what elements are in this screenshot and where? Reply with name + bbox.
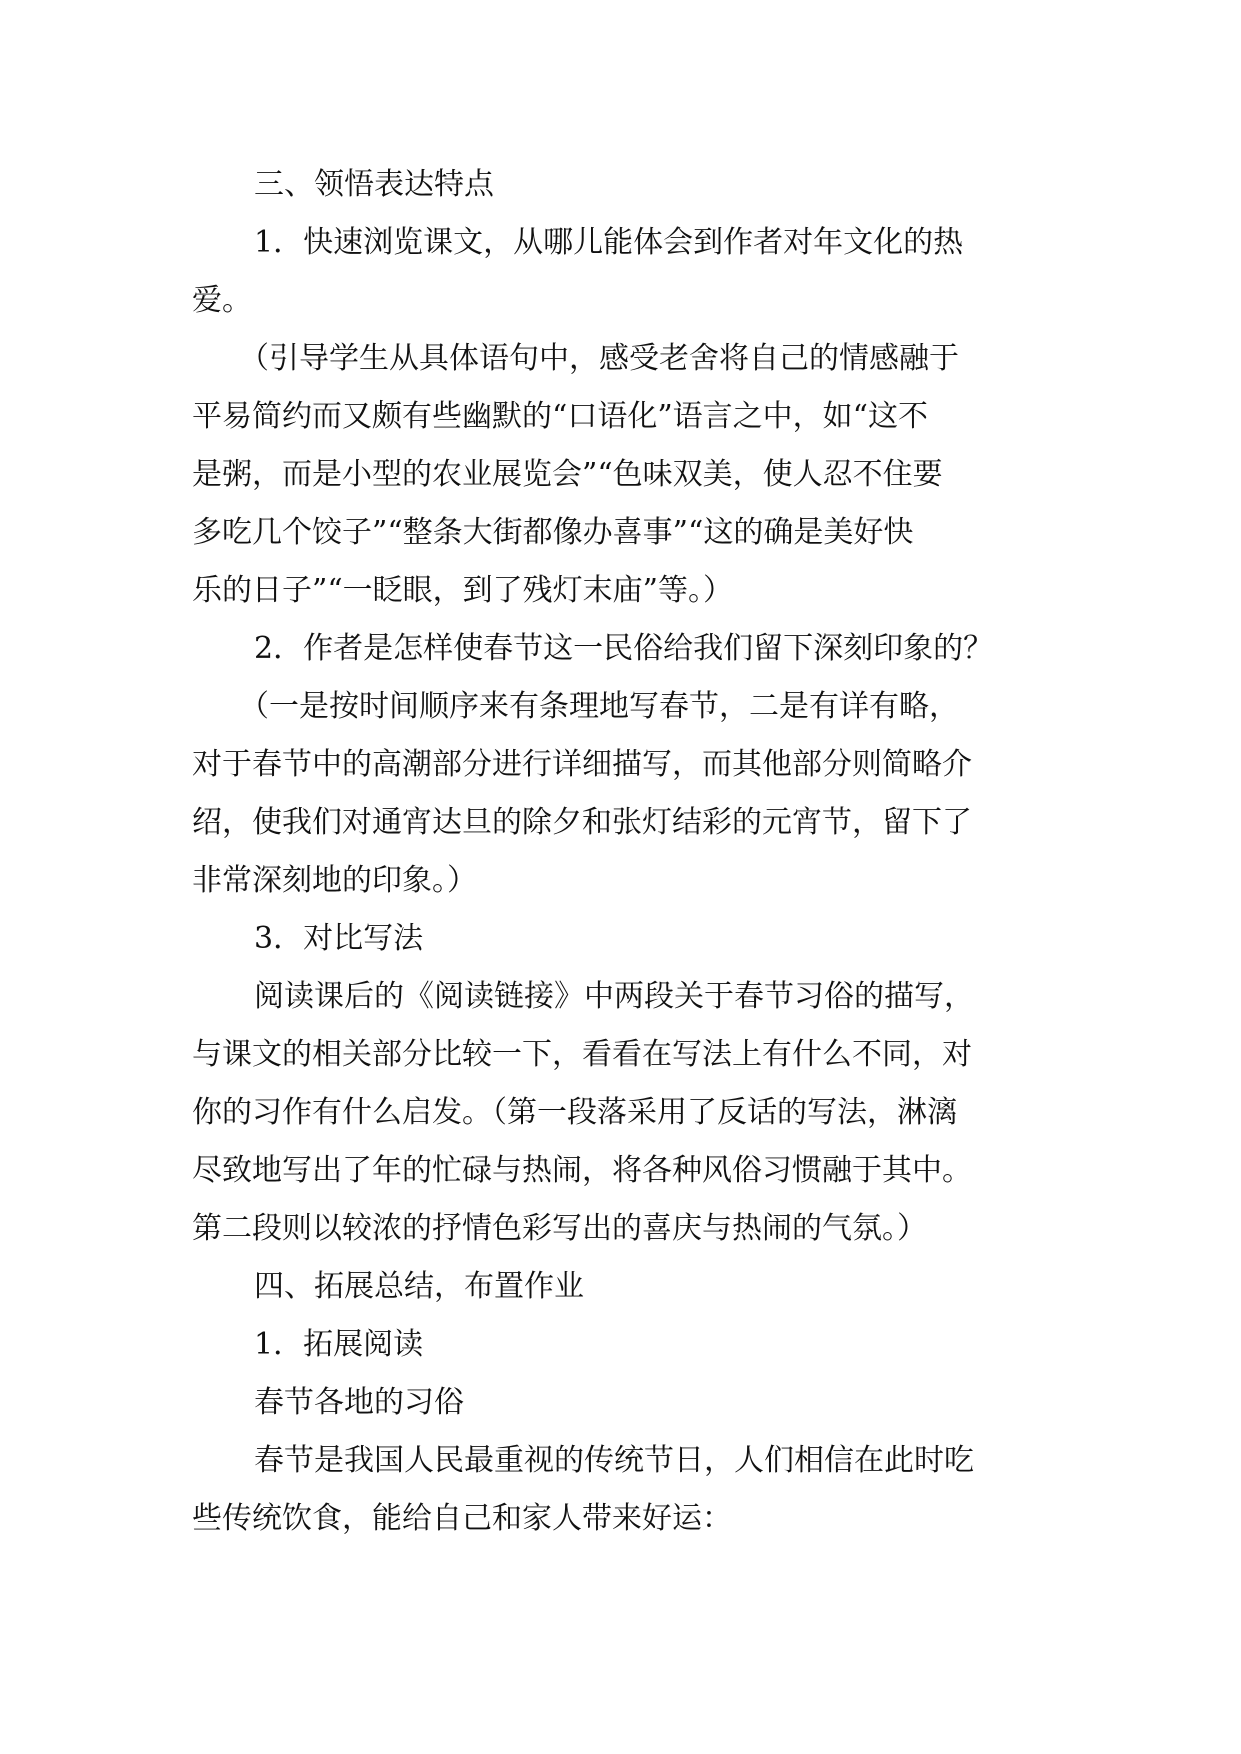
answer-2-line-3: 绍，使我们对通宵达旦的除夕和张灯结彩的元宵节，留下了 [192, 805, 972, 840]
guidance-1-line-2: 平易简约而又颇有些幽默的“口语化”语言之中，如“这不 [192, 399, 929, 434]
reading-line-1: 春节是我国人民最重视的传统节日，人们相信在此时吃 [254, 1443, 974, 1478]
heading-section-three: 三、领悟表达特点 [254, 167, 494, 202]
heading-section-four: 四、拓展总结，布置作业 [254, 1269, 584, 1304]
guidance-1-line-4: 多吃几个饺子”“整条大街都像办喜事”“这的确是美好快 [192, 515, 914, 550]
guidance-1-line-3: 是粥，而是小型的农业展览会”“色味双美，使人忍不住要 [192, 457, 943, 492]
comparison-line-1: 阅读课后的《阅读链接》中两段关于春节习俗的描写， [254, 979, 974, 1014]
question-1-line-2: 爱。 [192, 283, 252, 318]
comparison-line-3: 你的习作有什么启发。（第一段落采用了反话的写法，淋漓 [192, 1095, 957, 1130]
subheading-3: 3．对比写法 [254, 921, 424, 956]
subheading-extended-reading: 1．拓展阅读 [254, 1327, 424, 1362]
question-1-line-1: 1．快速浏览课文，从哪儿能体会到作者对年文化的热 [254, 225, 964, 260]
answer-2-line-2: 对于春节中的高潮部分进行详细描写，而其他部分则简略介 [192, 747, 972, 782]
comparison-line-2: 与课文的相关部分比较一下，看看在写法上有什么不同，对 [192, 1037, 972, 1072]
guidance-1-line-1: （引导学生从具体语句中，感受老舍将自己的情感融于 [239, 341, 959, 376]
reading-line-2: 些传统饮食，能给自己和家人带来好运： [192, 1501, 732, 1536]
comparison-line-5: 第二段则以较浓的抒情色彩写出的喜庆与热闹的气氛。） [192, 1211, 927, 1246]
question-2: 2．作者是怎样使春节这一民俗给我们留下深刻印象的？ [254, 631, 994, 666]
reading-title: 春节各地的习俗 [254, 1385, 464, 1420]
guidance-1-line-5: 乐的日子”“一眨眼，到了残灯末庙”等。） [192, 573, 734, 608]
answer-2-line-4: 非常深刻地的印象。） [192, 863, 477, 898]
comparison-line-4: 尽致地写出了年的忙碌与热闹，将各种风俗习惯融于其中。 [192, 1153, 972, 1188]
answer-2-line-1: （一是按时间顺序来有条理地写春节，二是有详有略， [239, 689, 959, 724]
